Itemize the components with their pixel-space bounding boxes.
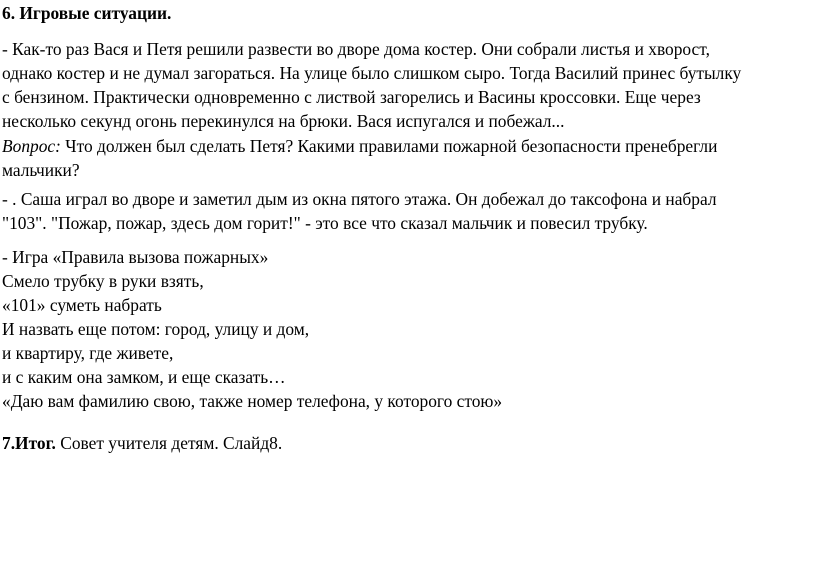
situation-1-line-4: несколько секунд огонь перекинулся на брюки. Вася испугался и побежал... [2,111,565,131]
game-line: И назвать еще потом: город, улицу и дом, [2,319,310,339]
question-line-1 [2,135,717,159]
question-text: Что должен был сделать Петя? Какими правилами пожарной безопасности пренебрегли [60,136,718,156]
section-7-heading: 7.Итог. [2,433,56,453]
situation-1-line-2: однако костер и не думал загораться. На улице было слишком сыро. Тогда Василий принес бутылку [2,63,742,83]
game-line: Смело трубку в руки взять, [2,271,204,291]
game-line: «101» суметь набрать [2,295,162,315]
game-line: и с каким она замком, и еще сказать… [2,367,286,387]
game-title: - Игра «Правила вызова пожарных» [2,247,269,267]
game-line: и квартиру, где живете, [2,343,174,363]
situation-2-line-2: "103". "Пожар, пожар, здесь дом горит!" - это все что сказал мальчик и повесил трубку. [2,213,648,233]
situation-1-line-3: с бензином. Практически одновременно с листвой загорелись и Васины кроссовки. Еще через [2,87,701,107]
question-line-2: мальчики? [2,160,80,180]
section-6-heading: 6. Игровые ситуации. [2,3,172,23]
section-7-text: Совет учителя детям. Слайд8. [55,433,283,453]
situation-1-line-1: - Как-то раз Вася и Петя решили развести во дворе дома костер. Они собрали листья и хворост, [2,39,710,59]
situation-2-line-1: - . Саша играл во дворе и заметил дым из окна пятого этажа. Он добежал до таксофона и набрал [2,189,717,209]
game-line: «Даю вам фамилию свою, также номер телефона, у которого стою» [2,391,503,411]
question-label: Вопрос: [2,136,61,156]
section-7-line [2,432,282,456]
